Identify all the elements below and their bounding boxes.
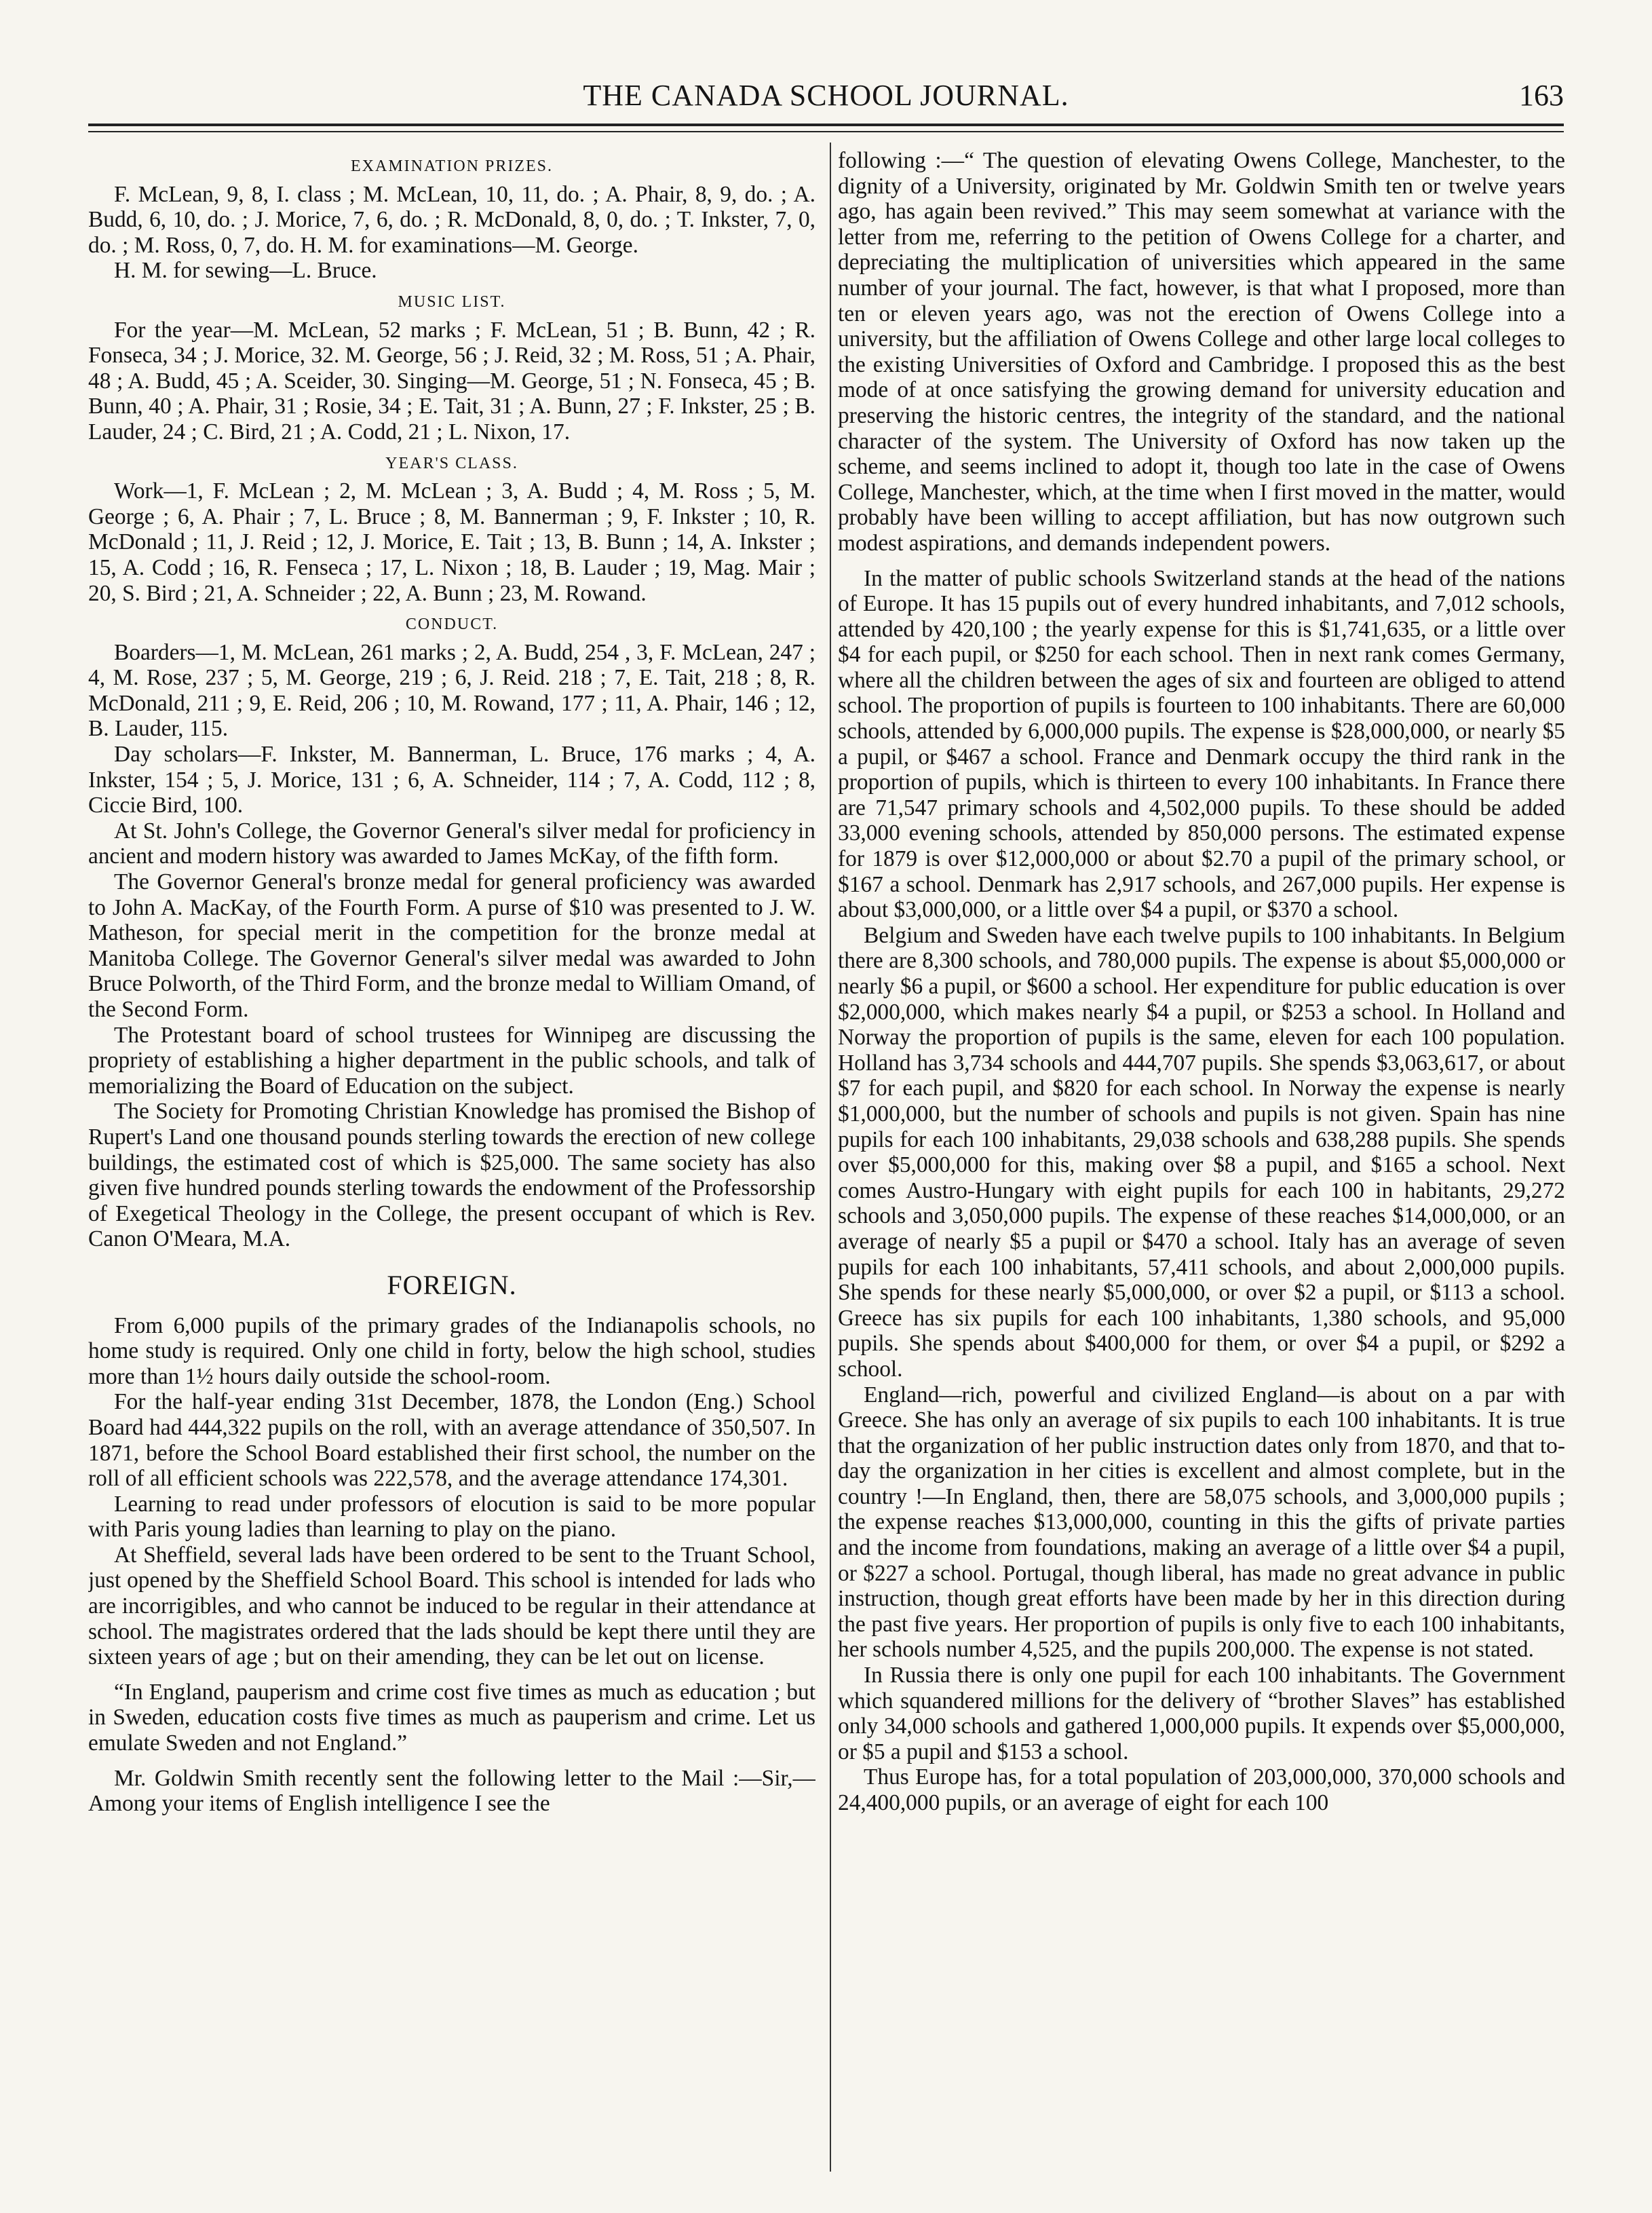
sewing-paragraph: H. M. for sewing—L. Bruce. [114,258,377,284]
england-paragraph: England—rich, powerful and civilized England—is about on a par with Greece. She has only an average of six pupils to each 100 inhabitants. It is true that the organization of her public instruction dates only from 1870, and that to-day the organization in her cities is excellent and almost complete, but in the country !—In England, then, there are 58,075 schools, and 3,000,000 pupils ; the expense reaches $13,000,000, counting in this the gifts of private parties and the income from foundations, making an average of a little over $4 a pupil, or $227 a school. Portugal, though liberal, has made no great advance in public instruction, though great efforts have been made by her in this direction during the past five years. Her proportion of pupils is only five to each 100 inhabitants, her schools number 4,525, and the pupils 200,000. The expense is not stated. [838,1382,1565,1663]
elocution-paragraph: Learning to read under professors of elocution is said to be more popular with Paris young ladies than learning to play on the piano. [88,1491,815,1543]
boarders-paragraph: Boarders—1, M. McLean, 261 marks ; 2, A. Budd, 254 , 3, F. McLean, 247 ; 4, M. Rose, 237 ; 5, M. George, 219 ; 6, J. Reid. 218 ; 7, E. Tait, 218 ; 8, R. McDonald, 211 ; 9, E. Reid, 206 ; 10, M. Rowand, 177 ; 11, A. Phair, 146 ; 12, B. Lauder, 115. [88,639,815,742]
london-paragraph: For the half-year ending 31st December, 1878, the London (Eng.) School Board had 444,322 pupils on the roll, with an average attendance of 350,507. In 1871, before the School Board established their first school, the number on the roll of all efficient schools was 222,578, and the average attendance 174,301. [88,1389,815,1492]
society-paragraph: The Society for Promoting Christian Knowledge has promised the Bishop of Rupert's Land one thousand pounds sterling towards the erection of new college buildings, the estimated cost of which is $25,000. The same society has also given five hundred pounds sterling towards the endowment of the Professorship of Exegetical Theology in the College, the present occupant of which is Rev. Canon O'Meara, M.A. [88,1099,815,1252]
bronze-medal-paragraph: The Governor General's bronze medal for general proficiency was awarded to John A. MacKay, of the Fourth Form. A purse of $10 was presented to J. W. Matheson, for special merit in the competition for the bronze medal at Manitoba College. The Governor General's silver medal was awarded to John Bruce Polworth, of the Third Form, and the bronze medal to William Omand, of the Second Form. [88,869,815,1022]
owens-college-paragraph: following :—“ The question of elevating Owens College, Manchester, to the dignity of a University, originated by Mr. Goldwin Smith ten or twelve years ago, has again been revived.” This may seem somewhat at variance with the letter from me, referring to the petition of Owens College for a charter, and depreciating the multiplication of universities which appeared in the same number of your journal. The fact, however, is that what I proposed, more than ten or eleven years ago, was not the erection of Owens College into a university, but the affiliation of Owens College and other large local colleges to the existing Universities of Oxford and Cambridge. I proposed this as the best mode of at once satisfying the growing demand for university education and preserving the historic centres, the integrity of the standard, and the national character of the system. The University of Oxford has now taken up the scheme, and seems inclined to adopt it, though too late in the case of Owens College, Manchester, which, at the time when I first moved in the matter, would probably have been willing to accept affiliation, but has now outgrown such modest aspirations, and demands independent powers. [838,148,1565,556]
right-column [838,148,1565,2174]
spacer [88,1756,815,1766]
sheffield-paragraph: At Sheffield, several lads have been ordered to be sent to the Truant School, just opened by the Sheffield School Board. This school is intended for lads who are incorrigibles, and who cannot be induced to be regular in their attendance at school. The magistrates ordered that the lads should be kept there until they are sixteen years of age ; but on their amending, they can be let out on license. [88,1542,815,1670]
header-rule-thick [88,124,1564,126]
header-rule-thin [88,131,1564,132]
music-list-heading: MUSIC LIST. [398,292,506,311]
years-class-heading: YEAR'S CLASS. [385,454,518,472]
page-number: 163 [1519,79,1564,112]
left-column [88,148,815,2174]
st-johns-paragraph: At St. John's College, the Governor General's silver medal for proficiency in ancient and modern history was awarded to James McKay, of the fifth form. [88,818,815,869]
foreign-heading: FOREIGN. [387,1269,517,1300]
exam-prizes-heading: EXAMINATION PRIZES. [351,157,553,175]
column-divider [830,143,831,2172]
europe-paragraph: Thus Europe has, for a total population of 203,000,000, 370,000 schools and 24,400,000 pupils, or an average of eight for each 100 [838,1764,1565,1815]
switzerland-paragraph: In the matter of public schools Switzerland stands at the head of the nations of Europe. It has 15 pupils out of every hundred inhabitants, and 7,012 schools, attended by 420,100 ; the yearly expense for this is $1,741,635, or a little over $4 for each pupil, or $250 for each school. Then in next rank comes Germany, where all the children between the ages of six and fourteen are obliged to attend school. The proportion of pupils is fourteen to 100 inhabitants. There are 60,000 schools, attended by 6,000,000 pupils. The expense is $28,000,000, or nearly $5 a pupil, or $467 a school. France and Denmark occupy the third rank in the proportion of pupils, which is thirteen to every 100 inhabitants. In France there are 71,547 primary schools and 4,502,000 pupils. To these should be added 33,000 evening schools, attended by 850,000 persons. The estimated expense for 1879 is over $12,000,000 or about $2.70 a pupil of the primary school, or $167 a school. Denmark has 2,917 schools, and 267,000 pupils. Her expense is about $3,000,000, or a little over $4 a pupil, or $370 a school. [838,565,1565,923]
years-class-paragraph: Work—1, F. McLean ; 2, M. McLean ; 3, A. Budd ; 4, M. Ross ; 5, M. George ; 6, A. Phair ; 7, L. Bruce ; 8, M. Bannerman ; 9, F. Inkster ; 10, R. McDonald ; 11, J. Reid ; 12, J. Morice, E. Tait ; 13, B. Bunn ; 14, A. Inkster ; 15, A. Codd ; 16, R. Fenseca ; 17, L. Nixon ; 18, B. Lauder ; 19, Mag. Mair ; 20, S. Bird ; 21, A. Schneider ; 22, A. Bunn ; 23, M. Rowand. [88,478,815,606]
conduct-heading: CONDUCT. [405,616,499,634]
spacer [838,556,1565,566]
protestant-board-paragraph: The Protestant board of school trustees for Winnipeg are discussing the propriety of establishing a higher department in the public schools, and talk of memorializing the Board of Education on the subject. [88,1022,815,1099]
belgium-paragraph: Belgium and Sweden have each twelve pupils to 100 inhabitants. In Belgium there are 8,300 schools, and 780,000 pupils. The expense is about $5,000,000 or nearly $6 a pupil, or $600 a school. Her expenditure for public education is over $2,000,000, which makes nearly $4 a pupil, or $253 a school. In Holland and Norway the proportion of pupils is the same, eleven for each 100 population. Holland has 3,734 schools and 444,707 pupils. She spends $3,063,617, or about $7 for each pupil, and $820 for each school. In Norway the expense is nearly $1,000,000, but the number of schools and pupils is not given. Spain has nine pupils for each 100 inhabitants, 29,038 schools and 638,288 pupils. She spends over $5,000,000 for this, making over $8 a pupil, and $165 a school. Next comes Austro-Hungary with eight pupils for each 100 in habitants, 29,272 schools and 3,050,000 pupils. The expense of these reaches $14,000,000, or an average of nearly $5 a pupil or $470 a school. Italy has an average of seven pupils for each 100 inhabitants, 57,411 schools, and about 2,000,000 pupils. She spends for these nearly $5,000,000, or over $2 a pupil, or $113 a school. Greece has six pupils for each 100 inhabitants, 1,380 schools, and 95,000 pupils. She spends about $400,000 for them, or over $4 a pupil, or $292 a school. [838,922,1565,1382]
pauperism-paragraph: “In England, pauperism and crime cost five times as much as education ; but in Sweden, education costs five times as much as pauperism and crime. Let us emulate Sweden and not England.” [88,1679,815,1756]
journal-title: THE CANADA SCHOOL JOURNAL. [583,79,1069,112]
goldwin-smith-paragraph: Mr. Goldwin Smith recently sent the following letter to the Mail :—Sir,—Among your items of English intelligence I see the [88,1765,815,1817]
music-list-paragraph: For the year—M. McLean, 52 marks ; F. McLean, 51 ; B. Bunn, 42 ; R. Fonseca, 34 ; J. Morice, 32. M. George, 56 ; J. Reid, 32 ; M. Ross, 51 ; A. Phair, 48 ; A. Budd, 45 ; A. Sceider, 30. Singing—M. George, 51 ; N. Fonseca, 45 ; B. Bunn, 40 ; A. Phair, 31 ; Rosie, 34 ; E. Tait, 31 ; A. Bunn, 27 ; F. Inkster, 25 ; B. Lauder, 24 ; C. Bird, 21 ; A. Codd, 21 ; L. Nixon, 17. [88,317,815,445]
russia-paragraph: In Russia there is only one pupil for each 100 inhabitants. The Government which squandered millions for the delivery of “brother Slaves” has established only 34,000 schools and gathered 1,000,000 pupils. It expends over $5,000,000, or $5 a pupil and $153 a school. [838,1663,1565,1764]
spacer [88,1670,815,1680]
running-head [88,78,1564,119]
day-scholars-paragraph: Day scholars—F. Inkster, M. Bannerman, L. Bruce, 176 marks ; 4, A. Inkster, 154 ; 5, J. Morice, 131 ; 6, A. Schneider, 114 ; 7, A. Codd, 112 ; 8, Ciccie Bird, 100. [88,742,815,818]
exam-prizes-paragraph: F. McLean, 9, 8, I. class ; M. McLean, 10, 11, do. ; A. Phair, 8, 9, do. ; A. Budd, 6, 10, do. ; J. Morice, 7, 6, do. ; R. McDonald, 8, 0, do. ; T. Inkster, 7, 0, do. ; M. Ross, 0, 7, do. H. M. for examinations—M. George. [88,181,815,258]
indianapolis-paragraph: From 6,000 pupils of the primary grades of the Indianapolis schools, no home study is required. Only one child in forty, below the high school, studies more than 1½ hours daily outside the school-room. [88,1312,815,1389]
